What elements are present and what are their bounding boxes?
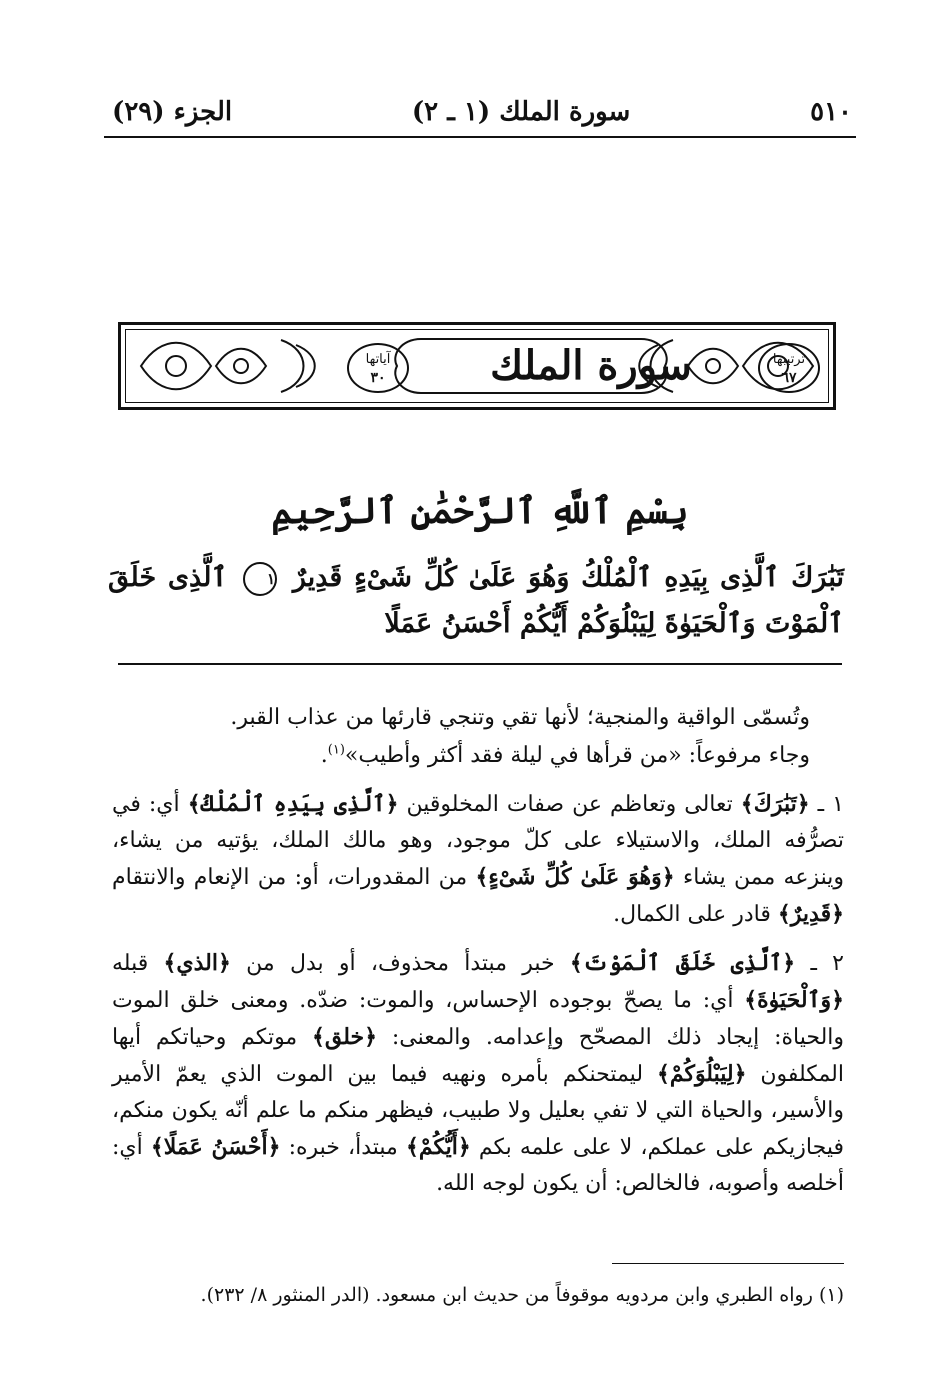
surah-banner <box>118 322 836 410</box>
verses-number: ٣٠ <box>370 370 386 386</box>
basmala: بِسْمِ ٱللَّهِ ٱلرَّحْمَٰنِ ٱلرَّحِيمِ <box>271 490 689 532</box>
running-header <box>112 92 852 132</box>
order-number: ٦٧ <box>781 370 797 386</box>
v1-quote-3: ﴿وَهُوَ عَلَىٰ كُلِّ شَىْءٍ﴾ <box>475 864 675 890</box>
intro-paragraph-1 <box>112 700 844 736</box>
v2-text-4: موتكم وحياتكم أيها المكلفون <box>112 1025 844 1087</box>
ayah-2-text: ٱلَّذِى خَلَقَ ٱلْمَوْتَ وَٱلْحَيَوٰةَ لِيَبْلُوَكُمْ أَيُّكُمْ أَحْسَنُ عَمَلًا <box>108 562 844 639</box>
v1-text-2: أي: في تصرُّفه الملك، والاستيلاء على كلّ موجود، وهو مالك الملك، يؤتيه من يشاء، وينزعه ممن يشاء <box>112 792 844 890</box>
v1-number: ١ ـ <box>817 792 844 817</box>
v2-text-5: ليمتحنكم بأمره ونهيه فيما بين الموت الذي يعمّ الأمير والأسير، والحياة التي لا تفي بعليل ولا طبيب، فيظهر منكم ما علم أنّه يكون منكم، فيجازيكم على عملكم، لا على علمه بكم <box>112 1062 844 1160</box>
v1-quote-2: ﴿ٱلَّذِى بِيَدِهِ ٱلْمُلْكُ﴾ <box>187 791 399 817</box>
header-rule <box>104 136 856 138</box>
v2-quote-4: ﴿خلق﴾ <box>312 1024 378 1050</box>
footnote-ref: (١) <box>327 742 345 758</box>
juz-label: الجزء (٢٩) <box>112 97 233 127</box>
v1-text-4: قادر على الكمال. <box>613 902 771 927</box>
v2-number: ٢ ـ <box>810 951 844 976</box>
intro-paragraph-2 <box>112 738 844 774</box>
verse-1-commentary <box>112 786 844 933</box>
tafsir-commentary <box>112 700 844 1202</box>
order-label: ترتيبها <box>772 352 806 367</box>
surah-range: سورة الملك (١ ـ ٢) <box>411 97 631 127</box>
v2-text-1: خبر مبتدأ محذوف، أو بدل من <box>246 951 555 976</box>
ayah-number-marker: ١ <box>243 562 277 596</box>
v2-text-7: أي: أخلصه وأصوبه، فالخالص: أن يكون لوجه الله. <box>112 1135 844 1196</box>
verse-rule <box>118 663 842 665</box>
footnote-rule <box>612 1263 844 1264</box>
intro-2-text: وجاء مرفوعاً: «من قرأها في ليلة فقد أكثر وأطيب» <box>344 743 810 768</box>
v1-text-1: تعالى وتعاظم عن صفات المخلوقين <box>406 792 733 817</box>
v1-quote-1: ﴿تَبَٰرَكَ﴾ <box>740 791 810 817</box>
v2-quote-5: ﴿لِيَبْلُوَكُمْ﴾ <box>656 1061 747 1087</box>
v2-quote-3: ﴿وَٱلْحَيَوٰةَ﴾ <box>744 987 844 1013</box>
v2-text-2: قبله <box>112 951 149 976</box>
verses-label: آياتها <box>365 352 391 367</box>
quran-verse-block <box>108 555 844 647</box>
v2-text-3: أي: ما يصحّ بوجوده الإحساس، والموت: ضدّه. ومعنى خلق الموت والحياة: إيجاد ذلك المصحّح وإعدامه. والمعنى: <box>112 988 845 1050</box>
footnote-text: رواه الطبري وابن مردويه موقوفاً من حديث ابن مسعود. (الدر المنثور ٨/ ٢٣٢). <box>200 1284 813 1306</box>
v1-text-3: من المقدورات، أو: من الإنعام والانتقام <box>112 865 468 890</box>
v2-text-6: مبتدأ، خبره: <box>288 1135 398 1160</box>
intro-2-end: . <box>320 743 328 768</box>
intro-1-text: وتُسمّى الواقية والمنجية؛ لأنها تقي وتنجي قارئها من عذاب القبر. <box>230 705 810 730</box>
surah-title: سورة الملك <box>490 342 692 389</box>
surah-order-badge <box>758 343 820 393</box>
verse-2-commentary <box>112 945 844 1202</box>
page-number: ٥١٠ <box>810 97 852 127</box>
verses-count-badge <box>347 343 409 393</box>
v2-quote-6: ﴿أَيُّكُمْ﴾ <box>405 1134 471 1160</box>
v2-quote-7: ﴿أَحْسَنُ عَمَلًا﴾ <box>150 1134 281 1160</box>
ayah-1-text: تَبَٰرَكَ ٱلَّذِى بِيَدِهِ ٱلْمُلْكُ وَهُوَ عَلَىٰ كُلِّ شَىْءٍ قَدِيرٌ <box>292 562 844 593</box>
v2-quote-1: ﴿ٱلَّذِى خَلَقَ ٱلْمَوْتَ﴾ <box>569 950 796 976</box>
v2-quote-2: ﴿الذي﴾ <box>163 950 231 976</box>
footnote <box>140 1280 844 1310</box>
footnote-marker: (١) <box>818 1284 844 1306</box>
v1-quote-4: ﴿قَدِيرٌ﴾ <box>777 901 844 927</box>
